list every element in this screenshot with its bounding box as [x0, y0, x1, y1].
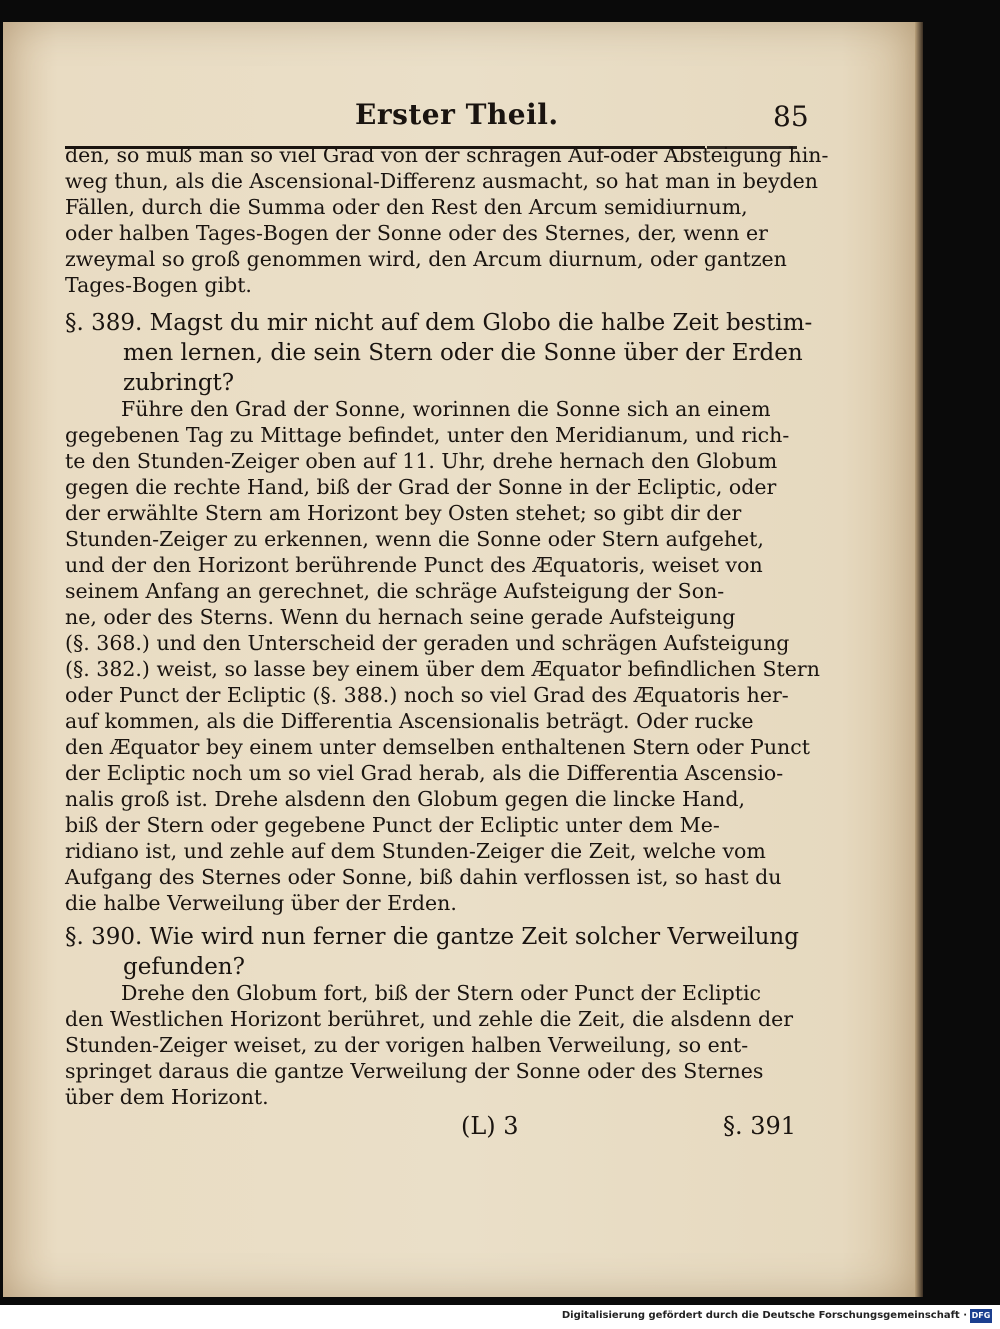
answer-390 — [65, 980, 800, 1110]
text-line: weg thun, als die Ascensional-Differenz ausmacht, so hat man in beyden — [65, 169, 819, 193]
text-line: auf kommen, als die Differentia Ascensionalis beträgt. Oder rucke — [65, 709, 754, 733]
text-line: ridiano ist, und zehle auf dem Stunden-Zeiger die Zeit, welche vom — [65, 839, 766, 863]
page-number: 85 — [773, 100, 809, 133]
text-line: über dem Horizont. — [65, 1085, 269, 1109]
text-line: Fällen, durch die Summa oder den Rest den Arcum semidiurnum, — [65, 195, 748, 219]
dfg-logo: DFG — [970, 1309, 992, 1323]
text-line: ne, oder des Sterns. Wenn du hernach seine gerade Aufsteigung — [65, 605, 736, 629]
text-line: (§. 382.) weist, so lasse bey einem über dem Æquator befindlichen Stern — [65, 657, 820, 681]
text-line: Aufgang des Sternes oder Sonne, biß dahin verflossen ist, so hast du — [65, 865, 782, 889]
question-line: men lernen, die sein Stern oder die Sonne über der Erden — [123, 340, 803, 366]
text-line: und der den Horizont berührende Punct des Æquatoris, weiset von — [65, 553, 763, 577]
text-line: oder halben Tages-Bogen der Sonne oder des Sternes, der, wenn er — [65, 221, 768, 245]
text-line: nalis groß ist. Drehe alsdenn den Globum gegen die lincke Hand, — [65, 787, 745, 811]
digitization-credit: Digitalisierung gefördert durch die Deutsche Forschungsgemeinschaft · — [561, 1310, 967, 1321]
text-line: biß der Stern oder gegebene Punct der Ecliptic unter dem Me- — [65, 813, 720, 837]
text-line: te den Stunden-Zeiger oben auf 11. Uhr, drehe hernach den Globum — [65, 449, 778, 473]
question-line: §. 389. Magst du mir nicht auf dem Globo die halbe Zeit bestim- — [65, 310, 813, 336]
text-line: springet daraus die gantze Verweilung der Sonne oder des Sternes — [65, 1059, 764, 1083]
text-line: Stunden-Zeiger zu erkennen, wenn die Sonne oder Stern aufgehet, — [65, 527, 764, 551]
text-line: (§. 368.) und den Unterscheid der geraden und schrägen Aufsteigung — [65, 631, 790, 655]
question-390 — [65, 922, 805, 982]
question-line: zubringt? — [123, 370, 235, 396]
paragraph-continuation — [65, 142, 829, 298]
text-line: gegen die rechte Hand, biß der Grad der Sonne in der Ecliptic, oder — [65, 475, 777, 499]
text-line: der Ecliptic noch um so viel Grad herab, als die Differentia Ascensio- — [65, 761, 784, 785]
text-line: Drehe den Globum fort, biß der Stern oder Punct der Ecliptic — [121, 981, 762, 1005]
text-line: die halbe Verweilung über der Erden. — [65, 891, 457, 915]
signature-mark: (L) 3 — [461, 1112, 519, 1140]
page-edge — [915, 22, 923, 1297]
text-line: Führe den Grad der Sonne, worinnen die Sonne sich an einem — [121, 397, 771, 421]
text-line: oder Punct der Ecliptic (§. 388.) noch so viel Grad des Æquatoris her- — [65, 683, 789, 707]
text-line: Stunden-Zeiger weiset, zu der vorigen halben Verweilung, so ent- — [65, 1033, 749, 1057]
text-line: der erwählte Stern am Horizont bey Osten stehet; so gibt dir der — [65, 501, 742, 525]
question-line: gefunden? — [123, 954, 245, 980]
text-line: den, so muß man so viel Grad von der schrägen Auf-oder Absteigung hin- — [65, 143, 829, 167]
text-line: gegebenen Tag zu Mittage befindet, unter den Meridianum, und rich- — [65, 423, 790, 447]
text-line: den Æquator bey einem unter demselben enthaltenen Stern oder Punct — [65, 735, 810, 759]
question-line: §. 390. Wie wird nun ferner die gantze Zeit solcher Verweilung — [65, 924, 799, 950]
text-line: Tages-Bogen gibt. — [65, 273, 252, 297]
text-line: seinem Anfang an gerechnet, die schräge Aufsteigung der Son- — [65, 579, 725, 603]
question-389 — [65, 308, 813, 398]
running-head: Erster Theil. — [355, 98, 559, 131]
text-line: den Westlichen Horizont berühret, und zehle die Zeit, die alsdenn der — [65, 1007, 794, 1031]
catchword: §. 391 — [723, 1112, 797, 1140]
text-line: zweymal so groß genommen wird, den Arcum diurnum, oder gantzen — [65, 247, 787, 271]
answer-389 — [65, 396, 820, 916]
book-page — [3, 22, 915, 1297]
